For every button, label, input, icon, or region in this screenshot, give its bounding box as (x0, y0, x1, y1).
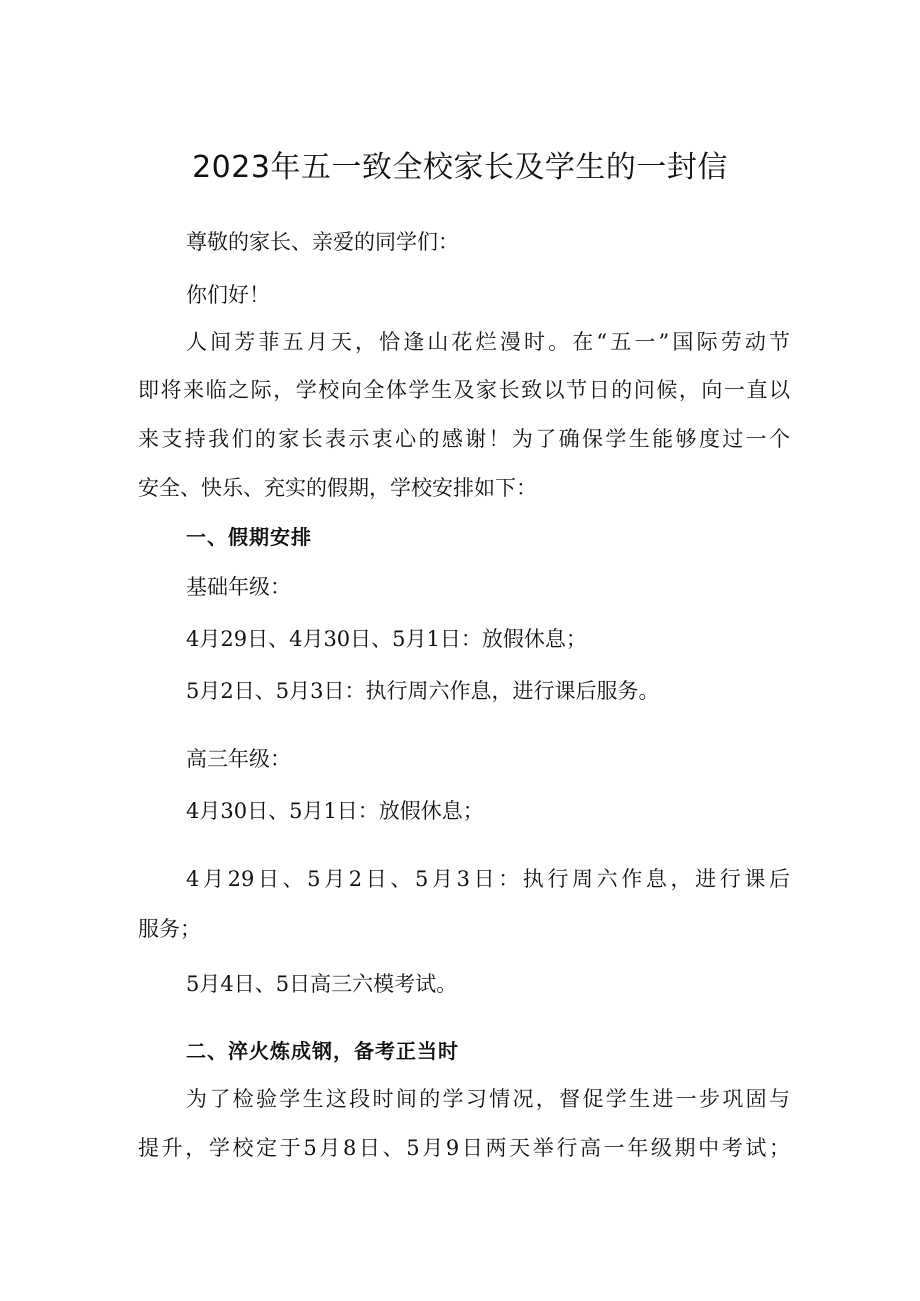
senior-grade-item-2-line-1: 4月29日、5月2日、5月3日：执行周六作息，进行课后 (186, 867, 790, 891)
intro-line-1: 人间芳菲五月天，恰逢山花烂漫时。在“五一”国际劳动节 (186, 330, 790, 354)
section-1-heading: 一、假期安排 (186, 525, 312, 549)
intro-line-4: 安全、快乐、充实的假期，学校安排如下： (138, 476, 537, 500)
basic-grade-label: 基础年级： (186, 575, 291, 599)
section-2-line-2: 提升，学校定于5月8日、5月9日两天举行高一年级期中考试； (138, 1136, 790, 1160)
section-2-line-1: 为了检验学生这段时间的学习情况，督促学生进一步巩固与 (186, 1087, 790, 1111)
basic-grade-item-2: 5月2日、5月3日：执行周六作息，进行课后服务。 (186, 679, 660, 703)
letter-title: 2023年五一致全校家长及学生的一封信 (192, 150, 728, 185)
senior-grade-item-1: 4月30日、5月1日：放假休息； (186, 799, 484, 823)
senior-grade-item-3: 5月4日、5日高三六模考试。 (186, 972, 458, 996)
section-2-heading: 二、淬火炼成钢，备考正当时 (186, 1039, 459, 1063)
senior-grade-label: 高三年级： (186, 747, 291, 771)
intro-line-2: 即将来临之际，学校向全体学生及家长致以节日的问候，向一直以 (138, 378, 790, 402)
greeting: 你们好！ (186, 283, 270, 307)
intro-line-3: 来支持我们的家长表示衷心的感谢！为了确保学生能够度过一个 (138, 427, 790, 451)
senior-grade-item-2-line-2: 服务； (138, 917, 201, 941)
salutation: 尊敬的家长、亲爱的同学们： (186, 230, 459, 254)
basic-grade-item-1: 4月29日、4月30日、5月1日：放假休息； (186, 627, 587, 651)
